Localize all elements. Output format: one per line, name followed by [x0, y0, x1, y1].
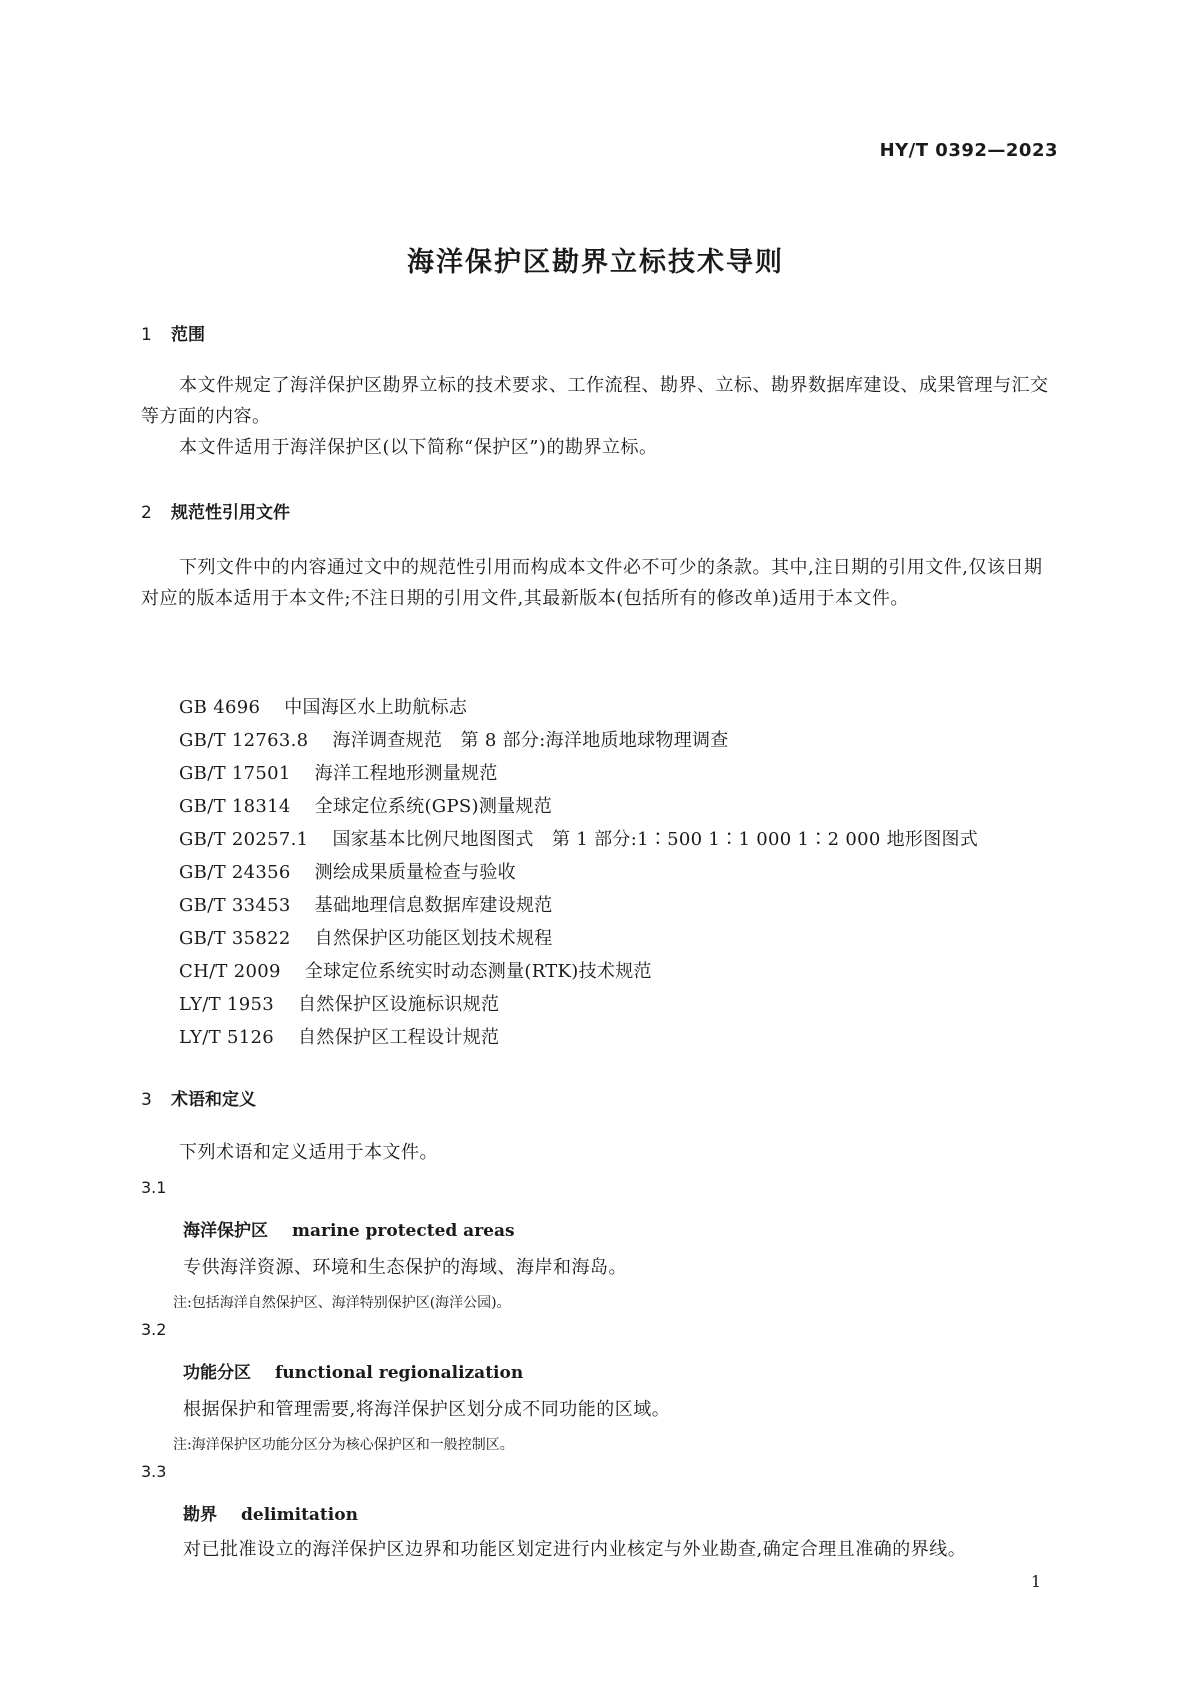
term-name-zh: 功能分区 [183, 1363, 251, 1383]
reference-code: GB/T 24356 [179, 862, 291, 883]
reference-item [179, 922, 978, 955]
section-3-intro: 下列术语和定义适用于本文件。 [179, 1142, 438, 1163]
reference-item [179, 1021, 978, 1054]
reference-code: GB/T 33453 [179, 895, 291, 916]
standard-code: HY/T 0392—2023 [879, 140, 1058, 161]
term-name [183, 1358, 523, 1383]
reference-code: LY/T 1953 [179, 994, 274, 1015]
term-name-en: delimitation [241, 1505, 358, 1525]
reference-title: 中国海区水上助航标志 [284, 697, 468, 718]
reference-item [179, 988, 978, 1021]
section-number: 1 [141, 325, 152, 345]
reference-code: GB/T 35822 [179, 928, 291, 949]
reference-title: 全球定位系统(GPS)测量规范 [314, 796, 553, 817]
term-name [183, 1500, 358, 1525]
reference-code: GB/T 17501 [179, 763, 291, 784]
reference-item [179, 823, 978, 856]
term-name-zh: 勘界 [183, 1505, 217, 1525]
term-name [183, 1216, 515, 1241]
reference-item [179, 757, 978, 790]
term-definition: 专供海洋资源、环境和生态保护的海域、海岸和海岛。 [183, 1257, 627, 1278]
reference-title: 海洋工程地形测量规范 [314, 763, 498, 784]
reference-title: 海洋调查规范 第 8 部分:海洋地质地球物理调查 [332, 730, 729, 751]
term-number: 3.1 [141, 1178, 167, 1197]
reference-item [179, 856, 978, 889]
section-1-paragraph-1: 本文件规定了海洋保护区勘界立标的技术要求、工作流程、勘界、立标、勘界数据库建设、成果管理与汇交等方面的内容。 [141, 375, 1049, 427]
reference-title: 自然保护区功能区划技术规程 [314, 928, 553, 949]
section-title: 规范性引用文件 [171, 503, 290, 523]
reference-item [179, 889, 978, 922]
section-title: 术语和定义 [171, 1090, 256, 1110]
reference-code: GB/T 12763.8 [179, 730, 309, 751]
term-note: 注:包括海洋自然保护区、海洋特别保护区(海洋公园)。 [173, 1295, 511, 1311]
reference-title: 自然保护区设施标识规范 [298, 994, 500, 1015]
reference-item [179, 691, 978, 724]
reference-title: 自然保护区工程设计规范 [298, 1027, 500, 1048]
term-number: 3.3 [141, 1462, 167, 1481]
reference-code: CH/T 2009 [179, 961, 281, 982]
reference-item [179, 790, 978, 823]
document-title: 海洋保护区勘界立标技术导则 [407, 247, 784, 278]
section-number: 3 [141, 1090, 152, 1110]
reference-title: 全球定位系统实时动态测量(RTK)技术规范 [304, 961, 652, 982]
reference-title: 基础地理信息数据库建设规范 [314, 895, 553, 916]
term-number: 3.2 [141, 1320, 167, 1339]
normative-references-list [179, 691, 978, 1054]
section-number: 2 [141, 503, 152, 523]
section-3-heading [141, 1085, 256, 1110]
reference-title: 国家基本比例尺地图图式 第 1 部分:1∶500 1∶1 000 1∶2 000 地形图图式 [332, 829, 979, 850]
section-2-heading [141, 498, 290, 523]
reference-code: LY/T 5126 [179, 1027, 274, 1048]
term-name-en: functional regionalization [275, 1363, 524, 1383]
reference-item [179, 724, 978, 757]
term-definition: 对已批准设立的海洋保护区边界和功能区划定进行内业核定与外业勘查,确定合理且准确的界线。 [183, 1539, 967, 1560]
section-1-heading [141, 320, 205, 345]
reference-code: GB/T 20257.1 [179, 829, 309, 850]
page-number: 1 [1030, 1572, 1041, 1591]
reference-code: GB/T 18314 [179, 796, 291, 817]
reference-title: 测绘成果质量检查与验收 [314, 862, 516, 883]
reference-code: GB 4696 [179, 697, 261, 718]
section-1-paragraph-2: 本文件适用于海洋保护区(以下简称“保护区”)的勘界立标。 [179, 437, 658, 458]
term-name-zh: 海洋保护区 [183, 1221, 268, 1241]
term-note: 注:海洋保护区功能分区分为核心保护区和一般控制区。 [173, 1437, 514, 1453]
reference-item [179, 955, 978, 988]
term-definition: 根据保护和管理需要,将海洋保护区划分成不同功能的区域。 [183, 1399, 671, 1420]
section-title: 范围 [171, 325, 205, 345]
term-name-en: marine protected areas [292, 1221, 515, 1241]
section-2-intro: 下列文件中的内容通过文中的规范性引用而构成本文件必不可少的条款。其中,注日期的引用文件,仅该日期对应的版本适用于本文件;不注日期的引用文件,其最新版本(包括所有的修改单)适用于本文件。 [141, 557, 1043, 609]
